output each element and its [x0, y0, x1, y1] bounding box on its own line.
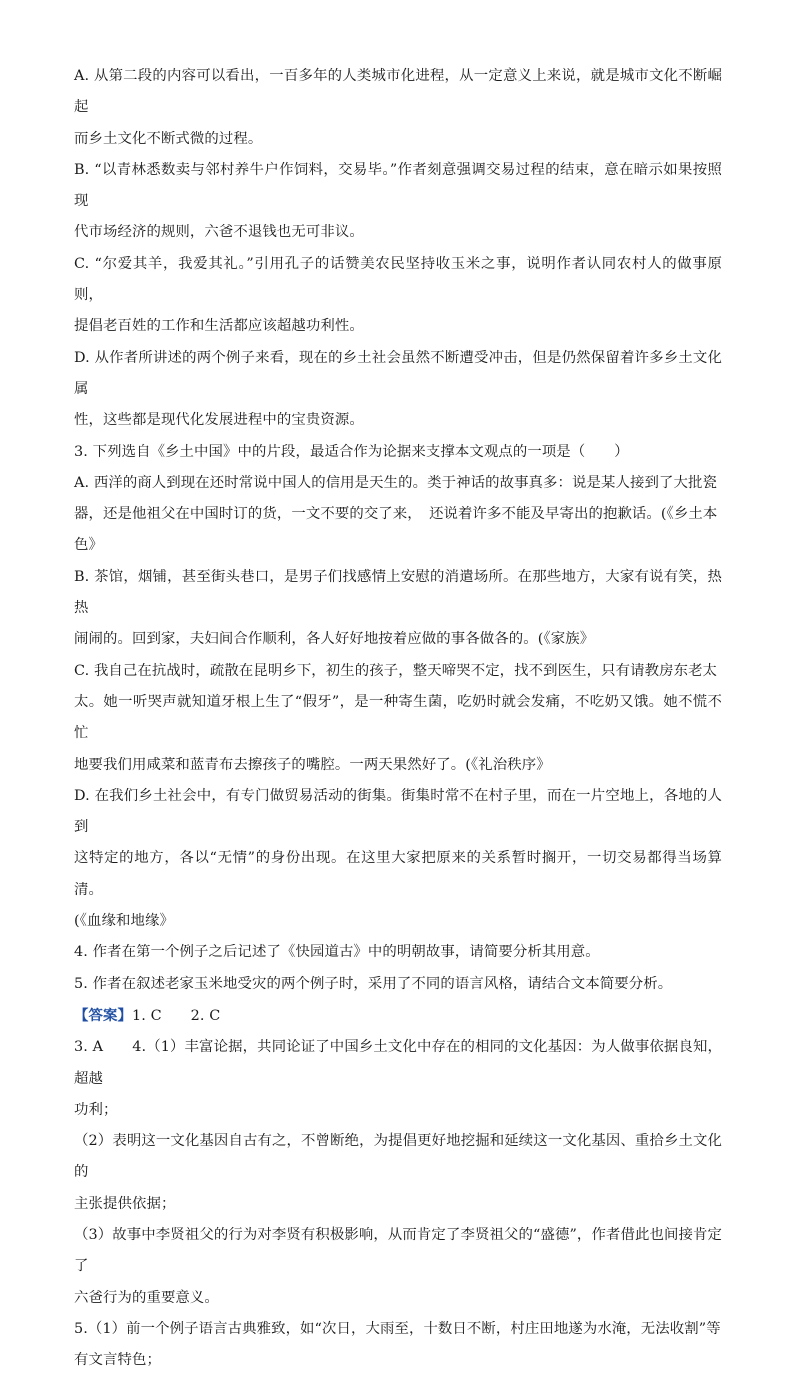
q3-option-a-line-1: A. 西洋的商人到现在还时常说中国人的信用是天生的。类于神话的故事真多：说是某人接到了大批瓷	[74, 474, 717, 491]
q3-option-d-line-1: D. 在我们乡土社会中，有专门做贸易活动的街集。街集时常不在村子里，而在一片空地上，各地的人到	[74, 787, 722, 836]
answer-line-8: 有文言特色；	[74, 1352, 161, 1369]
q3-option-c-line-2: 太。她一听哭声就知道牙根上生了“假牙”，是一种寄生菌，吃奶时就会发痛，不吃奶又饿。她不慌不忙	[74, 693, 722, 742]
document-body	[74, 61, 722, 1376]
q3-option-d-line-2: 这特定的地方，各以“无情”的身份出现。在这里大家把原来的关系暂时搁开，一切交易都得当场算清。	[74, 850, 722, 898]
answer-tag: 【答案】	[74, 1006, 132, 1024]
answer-line-6: 六爸行为的重要意义。	[74, 1289, 219, 1306]
q3-option-b-line-1: B. 茶馆，烟铺，甚至街头巷口，是男子们找感情上安慰的消遣场所。在那些地方，大家有说有笑，热热	[74, 568, 722, 617]
q3-option-a-line-2: 器，还是他祖父在中国时订的货，一文不要的交了来， 还说着许多不能及早寄出的抱歉话。(《乡土本	[74, 506, 718, 523]
answer-line-4: 主张提供依据；	[74, 1195, 176, 1212]
option-d-line-2: 性，这些都是现代化发展进程中的宝贵资源。	[74, 412, 364, 429]
question-4: 4. 作者在第一个例子之后记述了《快园道古》中的明朝故事，请简要分析其用意。	[74, 944, 600, 961]
option-d-line-1: D. 从作者所讲述的两个例子来看，现在的乡土社会虽然不断遭受冲击，但是仍然保留着许多乡土文化属	[74, 349, 722, 397]
answer-line-3: （2）表明这一文化基因自古有之，不曾断绝，为提倡更好地挖掘和延续这一文化基因、重拾乡土文化的	[74, 1133, 722, 1181]
answer-line	[74, 1000, 722, 1032]
answer-line-5: （3）故事中李贤祖父的行为对李贤有积极影响，从而肯定了李贤祖父的“盛德”，作者借此也间接肯定了	[74, 1226, 722, 1275]
question-5: 5. 作者在叙述老家玉米地受灾的两个例子时，采用了不同的语言风格，请结合文本简要分析。	[74, 975, 673, 992]
option-c-line-2: 提倡老百姓的工作和生活都应该超越功利性。	[74, 318, 364, 335]
q3-option-d-line-3: (《血缘和地缘》	[74, 913, 174, 930]
option-b-line-1: B. “以青林悉数卖与邻村养牛户作饲料，交易毕。”作者刻意强调交易过程的结束，意在暗示如果按照现	[74, 161, 722, 210]
q3-option-a-line-3: 色》	[74, 537, 103, 554]
q3-option-c-line-1: C. 我自己在抗战时，疏散在昆明乡下，初生的孩子，整天啼哭不定，找不到医生，只有请教房东老太	[74, 662, 718, 679]
question-3: 3. 下列选自《乡土中国》中的片段，最适合作为论据来支撑本文观点的一项是（ ）	[74, 443, 629, 460]
q3-option-b-line-2: 闹闹的。回到家，夫妇间合作顺利，各人好好地按着应做的事各做各的。(《家族》	[74, 631, 595, 648]
answer-line-1: 3. A 4.（1）丰富论据，共同论证了中国乡土文化中存在的相同的文化基因：为人做事依据良知，超越	[74, 1039, 722, 1087]
option-a-line-1: A. 从第二段的内容可以看出，一百多年的人类城市化进程，从一定意义上来说，就是城市文化不断崛起	[74, 68, 722, 116]
answer-line-7: 5.（1）前一个例子语言古典雅致，如“次日，大雨至，十数日不断，村庄田地遂为水淹，无法收割”等	[74, 1320, 721, 1337]
answer-line-2: 功利；	[74, 1101, 118, 1118]
q3-option-c-line-3: 地要我们用咸菜和蓝青布去擦孩子的嘴腔。一两天果然好了。(《礼治秩序》	[74, 756, 551, 773]
answer-text: 1. C 2. C	[131, 1007, 221, 1024]
option-a-line-2: 而乡土文化不断式微的过程。	[74, 130, 263, 147]
option-b-line-2: 代市场经济的规则，六爸不退钱也无可非议。	[74, 224, 364, 241]
option-c-line-1: C. “尔爱其羊，我爱其礼。”引用孔子的话赞美农民坚持收玉米之事，说明作者认同农村人的做事原则，	[74, 255, 722, 304]
